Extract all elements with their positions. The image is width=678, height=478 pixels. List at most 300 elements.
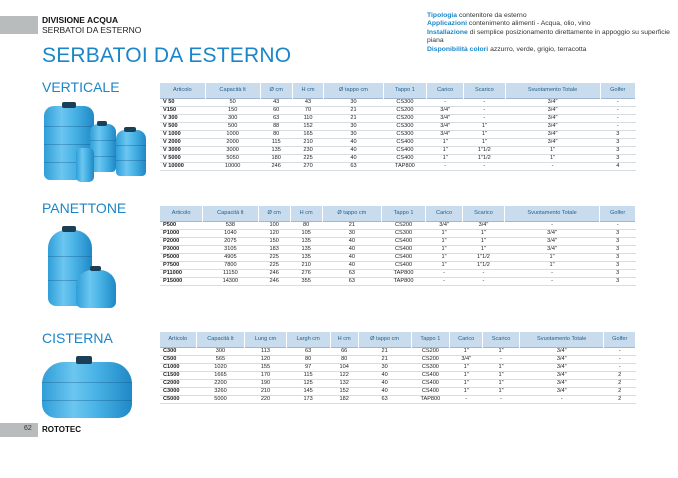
- table-row: [160, 98, 636, 106]
- table-cell: 1": [464, 130, 505, 138]
- table-cell: CS400: [383, 146, 427, 154]
- table-cell: 1"1/2: [463, 253, 505, 261]
- table-cell: CS400: [382, 253, 426, 261]
- article-code: V 5000: [160, 154, 205, 162]
- table-row: [160, 253, 636, 261]
- table-cell: 3/4": [450, 355, 483, 363]
- table-cell: 246: [260, 162, 292, 170]
- table-cell: 3/4": [505, 106, 600, 114]
- column-header: Golfer: [600, 83, 635, 98]
- header-color-bar: [0, 16, 38, 34]
- table-cell: 21: [358, 355, 411, 363]
- table-row: [160, 130, 636, 138]
- table-cell: 3/4": [505, 130, 600, 138]
- table-cell: 1"1/2: [463, 261, 505, 269]
- table-cell: 1020: [196, 363, 245, 371]
- table-cell: -: [464, 98, 505, 106]
- table-cell: 3/4": [427, 106, 464, 114]
- table-cell: 30: [322, 229, 382, 237]
- division-label: DIVISIONE ACQUA: [42, 15, 119, 25]
- table-cell: 63: [322, 269, 382, 277]
- table-cell: 3: [600, 146, 635, 154]
- table-cell: 3105: [203, 245, 258, 253]
- table-cell: 2: [604, 387, 636, 395]
- table-cell: 5050: [205, 154, 260, 162]
- table-cell: 132: [330, 379, 358, 387]
- table-cell: CS300: [383, 98, 427, 106]
- table-cell: 1": [464, 122, 505, 130]
- table-cell: 155: [245, 363, 286, 371]
- table-cell: -: [464, 162, 505, 170]
- article-code: C5000: [160, 395, 196, 403]
- table-cell: 100: [258, 221, 290, 229]
- table-cell: 40: [322, 253, 382, 261]
- table-cell: CS300: [411, 363, 450, 371]
- article-code: C1500: [160, 371, 196, 379]
- table-cell: CS200: [411, 347, 450, 355]
- table-cell: CS200: [383, 114, 427, 122]
- table-cell: CS200: [383, 106, 427, 114]
- table-cell: CS400: [383, 154, 427, 162]
- table-cell: 115: [260, 138, 292, 146]
- article-code: P1000: [160, 229, 203, 237]
- article-code: V150: [160, 106, 205, 114]
- table-cell: 105: [290, 229, 322, 237]
- table-cell: 2000: [205, 138, 260, 146]
- column-header: Tappo 1: [382, 206, 426, 221]
- table-cell: 4905: [203, 253, 258, 261]
- table-cell: TAP800: [383, 162, 427, 170]
- section-title-verticale: VERTICALE: [42, 79, 120, 95]
- column-header: Ø tappo cm: [322, 206, 382, 221]
- table-cell: 80: [330, 355, 358, 363]
- table-cell: 3/4": [425, 221, 462, 229]
- table-cell: 3/4": [463, 221, 505, 229]
- table-cell: 1": [427, 154, 464, 162]
- cisterna-tank-image: [38, 350, 138, 425]
- article-code: V 1000: [160, 130, 205, 138]
- table-cell: -: [600, 221, 636, 229]
- column-header: Articolo: [160, 332, 196, 347]
- table-row: [160, 114, 636, 122]
- table-cell: -: [604, 355, 636, 363]
- table-cell: 70: [292, 106, 324, 114]
- table-cell: 500: [205, 122, 260, 130]
- table-cell: 3/4": [519, 363, 604, 371]
- table-cell: 1": [483, 371, 520, 379]
- table-cell: 225: [258, 253, 290, 261]
- table-cell: 165: [292, 130, 324, 138]
- article-code: V 500: [160, 122, 205, 130]
- division-subtitle: SERBATOI DA ESTERNO: [42, 25, 142, 35]
- table-cell: 2: [604, 371, 636, 379]
- table-row: [160, 395, 636, 403]
- table-row: [160, 237, 636, 245]
- article-code: V 3000: [160, 146, 205, 154]
- table-cell: 230: [292, 146, 324, 154]
- section-title-cisterna: CISTERNA: [42, 330, 113, 346]
- verticale-tanks-image: [40, 100, 150, 185]
- table-cell: TAP800: [382, 277, 426, 285]
- table-cell: 43: [260, 98, 292, 106]
- table-cell: CS400: [411, 379, 450, 387]
- spec-line-applicazioni: Applicazioni contenimento alimenti - Acqua, olio, vino: [427, 20, 591, 28]
- table-cell: 1665: [196, 371, 245, 379]
- table-cell: 1"1/2: [464, 154, 505, 162]
- table-row: [160, 221, 636, 229]
- table-cell: 1": [464, 138, 505, 146]
- table-row: [160, 154, 636, 162]
- column-header: Carico: [427, 83, 464, 98]
- table-cell: 97: [286, 363, 330, 371]
- table-cell: 3/4": [505, 122, 600, 130]
- table-cell: 5000: [196, 395, 245, 403]
- table-cell: 150: [205, 106, 260, 114]
- table-cell: 43: [292, 98, 324, 106]
- table-panettone: [160, 206, 636, 286]
- table-cell: 225: [258, 261, 290, 269]
- table-cell: CS400: [382, 245, 426, 253]
- table-row: [160, 106, 636, 114]
- column-header: Tappo 1: [383, 83, 427, 98]
- table-cell: 60: [260, 106, 292, 114]
- table-row: [160, 363, 636, 371]
- table-cell: 145: [286, 387, 330, 395]
- table-cell: 3: [600, 253, 636, 261]
- table-cell: -: [464, 114, 505, 122]
- table-cell: 40: [324, 146, 383, 154]
- column-header: Svuotamento Totale: [504, 206, 600, 221]
- table-cell: 66: [330, 347, 358, 355]
- table-cell: 150: [258, 237, 290, 245]
- table-cell: 1": [450, 379, 483, 387]
- table-cell: 125: [286, 379, 330, 387]
- table-cell: 2075: [203, 237, 258, 245]
- table-cell: 120: [258, 229, 290, 237]
- table-cell: 1": [463, 229, 505, 237]
- table-cell: -: [600, 114, 635, 122]
- table-cell: 182: [330, 395, 358, 403]
- table-cell: 1040: [203, 229, 258, 237]
- table-cell: 246: [258, 277, 290, 285]
- table-cell: 1": [450, 363, 483, 371]
- table-cell: 3: [600, 277, 636, 285]
- table-cell: 3/4": [505, 138, 600, 146]
- article-code: P7500: [160, 261, 203, 269]
- table-cell: 180: [260, 154, 292, 162]
- table-cell: 1": [505, 154, 600, 162]
- table-cell: CS400: [382, 261, 426, 269]
- table-cell: 1": [425, 261, 462, 269]
- table-cell: 80: [286, 355, 330, 363]
- article-code: C500: [160, 355, 196, 363]
- column-header: Svuotamento Totale: [519, 332, 604, 347]
- table-cell: 50: [205, 98, 260, 106]
- table-cell: 183: [258, 245, 290, 253]
- table-cell: 11150: [203, 269, 258, 277]
- table-cell: CS300: [383, 130, 427, 138]
- table-cell: 3000: [205, 146, 260, 154]
- table-cell: 1": [450, 347, 483, 355]
- table-cell: 3/4": [505, 114, 600, 122]
- table-cell: 3: [600, 154, 635, 162]
- table-cell: 21: [324, 106, 383, 114]
- table-cell: 210: [290, 261, 322, 269]
- table-cell: 80: [290, 221, 322, 229]
- column-header: Scarico: [483, 332, 520, 347]
- table-cell: 135: [290, 237, 322, 245]
- table-cell: -: [425, 269, 462, 277]
- table-cell: 135: [260, 146, 292, 154]
- column-header: H cm: [290, 206, 322, 221]
- table-cell: 276: [290, 269, 322, 277]
- table-cell: 14300: [203, 277, 258, 285]
- table-cell: 3: [600, 237, 636, 245]
- table-cell: 538: [203, 221, 258, 229]
- table-cell: 135: [290, 253, 322, 261]
- table-cell: 225: [292, 154, 324, 162]
- table-cell: -: [504, 277, 600, 285]
- column-header: Ø cm: [258, 206, 290, 221]
- table-cell: -: [600, 98, 635, 106]
- article-code: P11000: [160, 269, 203, 277]
- column-header: Tappo 1: [411, 332, 450, 347]
- table-cell: 104: [330, 363, 358, 371]
- article-code: P5000: [160, 253, 203, 261]
- table-cell: 3/4": [519, 355, 604, 363]
- table-cell: -: [504, 221, 600, 229]
- table-row: [160, 162, 636, 170]
- table-row: [160, 277, 636, 285]
- table-cell: 1": [425, 245, 462, 253]
- table-row: [160, 122, 636, 130]
- table-cell: 30: [324, 122, 383, 130]
- footer-color-bar: [0, 423, 38, 437]
- table-cell: 40: [358, 387, 411, 395]
- article-code: C1000: [160, 363, 196, 371]
- table-cell: 40: [322, 237, 382, 245]
- table-cell: 3/4": [504, 237, 600, 245]
- table-row: [160, 138, 636, 146]
- table-cell: 1": [483, 363, 520, 371]
- table-cell: -: [519, 395, 604, 403]
- table-cell: 135: [290, 245, 322, 253]
- table-cell: 300: [205, 114, 260, 122]
- table-cell: -: [505, 162, 600, 170]
- table-cell: -: [425, 277, 462, 285]
- table-cell: 2: [604, 379, 636, 387]
- article-code: C3000: [160, 387, 196, 395]
- table-cell: -: [427, 98, 464, 106]
- column-header: Golfer: [600, 206, 636, 221]
- table-cell: 120: [245, 355, 286, 363]
- article-code: V 2000: [160, 138, 205, 146]
- table-cell: -: [427, 162, 464, 170]
- table-cell: 40: [358, 379, 411, 387]
- table-cell: 565: [196, 355, 245, 363]
- table-cell: 40: [324, 154, 383, 162]
- table-cell: 40: [322, 245, 382, 253]
- table-cell: 40: [358, 371, 411, 379]
- table-cell: 3: [600, 245, 636, 253]
- column-header: Scarico: [463, 206, 505, 221]
- table-cell: 152: [292, 122, 324, 130]
- table-cell: 1": [504, 261, 600, 269]
- table-cell: 7800: [203, 261, 258, 269]
- table-cell: 170: [245, 371, 286, 379]
- table-cell: 3: [600, 130, 635, 138]
- table-cell: 3/4": [519, 379, 604, 387]
- table-cell: 80: [260, 130, 292, 138]
- table-cell: 1": [483, 379, 520, 387]
- table-cell: CS400: [382, 237, 426, 245]
- table-cell: 10000: [205, 162, 260, 170]
- column-header: Articolo: [160, 83, 205, 98]
- table-cell: 3/4": [504, 229, 600, 237]
- table-cell: 3/4": [519, 371, 604, 379]
- specs-block: [427, 12, 672, 54]
- article-code: P15000: [160, 277, 203, 285]
- column-header: Carico: [450, 332, 483, 347]
- table-cell: 2: [604, 395, 636, 403]
- table-cell: 21: [358, 347, 411, 355]
- table-cell: 3/4": [519, 347, 604, 355]
- table-cell: 63: [260, 114, 292, 122]
- column-header: Capacità lt: [205, 83, 260, 98]
- table-cell: 3/4": [427, 114, 464, 122]
- table-cell: 113: [245, 347, 286, 355]
- table-cell: 1": [427, 138, 464, 146]
- table-cell: 1": [505, 146, 600, 154]
- table-cell: 1": [483, 347, 520, 355]
- table-cell: -: [483, 355, 520, 363]
- article-code: P500: [160, 221, 203, 229]
- table-cell: CS400: [383, 138, 427, 146]
- table-cell: 1": [425, 253, 462, 261]
- table-cell: 63: [322, 277, 382, 285]
- table-cell: 1000: [205, 130, 260, 138]
- table-cell: 63: [286, 347, 330, 355]
- table-cell: 190: [245, 379, 286, 387]
- table-cell: 3/4": [504, 245, 600, 253]
- article-code: C300: [160, 347, 196, 355]
- table-cell: 110: [292, 114, 324, 122]
- table-cell: -: [464, 106, 505, 114]
- column-header: H cm: [330, 332, 358, 347]
- table-cell: -: [604, 347, 636, 355]
- panettone-tanks-image: [40, 222, 120, 312]
- table-cell: 4: [600, 162, 635, 170]
- table-cell: 355: [290, 277, 322, 285]
- table-cell: 40: [324, 138, 383, 146]
- table-cell: 3/4": [427, 130, 464, 138]
- table-cell: 270: [292, 162, 324, 170]
- table-cell: 1": [483, 387, 520, 395]
- table-cell: 21: [324, 114, 383, 122]
- column-header: Largh cm: [286, 332, 330, 347]
- page-number: 62: [24, 425, 32, 432]
- table-cell: TAP800: [382, 269, 426, 277]
- table-cell: CS400: [411, 371, 450, 379]
- page-title: SERBATOI DA ESTERNO: [42, 44, 292, 67]
- column-header: Articolo: [160, 206, 203, 221]
- table-cell: 63: [358, 395, 411, 403]
- table-cell: 3: [600, 138, 635, 146]
- column-header: Ø tappo cm: [358, 332, 411, 347]
- table-cell: 3/4": [519, 387, 604, 395]
- table-cell: 30: [358, 363, 411, 371]
- column-header: Lung cm: [245, 332, 286, 347]
- table-cell: 210: [245, 387, 286, 395]
- table-cell: -: [483, 395, 520, 403]
- table-cell: CS400: [411, 387, 450, 395]
- spec-line-colori: Disponibilità colori azzurro, verde, grigio, terracotta: [427, 45, 587, 53]
- column-header: Golfer: [604, 332, 636, 347]
- table-row: [160, 387, 636, 395]
- footer-brand: ROTOTEC: [42, 425, 81, 434]
- table-cell: 300: [196, 347, 245, 355]
- article-code: C2000: [160, 379, 196, 387]
- table-cell: 152: [330, 387, 358, 395]
- column-header: Ø tappo cm: [324, 83, 383, 98]
- table-cell: 3: [600, 261, 636, 269]
- table-verticale: [160, 83, 636, 171]
- table-cell: 115: [286, 371, 330, 379]
- column-header: Scarico: [464, 83, 505, 98]
- column-header: Svuotamento Totale: [505, 83, 600, 98]
- table-row: [160, 245, 636, 253]
- table-cell: CS200: [382, 221, 426, 229]
- table-cell: -: [600, 106, 635, 114]
- column-header: H cm: [292, 83, 324, 98]
- table-cell: 246: [258, 269, 290, 277]
- spec-line-tipologia: Tipologia contenitore da esterno: [427, 12, 527, 19]
- article-code: V 50: [160, 98, 205, 106]
- article-code: P2000: [160, 237, 203, 245]
- article-code: V 10000: [160, 162, 205, 170]
- table-cell: CS300: [382, 229, 426, 237]
- table-cell: CS300: [383, 122, 427, 130]
- table-cell: 1": [425, 229, 462, 237]
- table-cell: 3260: [196, 387, 245, 395]
- table-cell: -: [600, 122, 635, 130]
- article-code: V 300: [160, 114, 205, 122]
- table-cell: 1": [504, 253, 600, 261]
- table-cell: 173: [286, 395, 330, 403]
- table-cell: 1": [450, 371, 483, 379]
- column-header: Capacità lt: [196, 332, 245, 347]
- table-cell: -: [450, 395, 483, 403]
- table-cell: -: [604, 363, 636, 371]
- table-cell: TAP800: [411, 395, 450, 403]
- table-cell: -: [504, 269, 600, 277]
- table-cell: 21: [322, 221, 382, 229]
- table-cell: 1"1/2: [464, 146, 505, 154]
- table-cell: 30: [324, 130, 383, 138]
- table-cell: 1": [425, 237, 462, 245]
- table-cell: 3: [600, 269, 636, 277]
- table-row: [160, 269, 636, 277]
- table-cell: 63: [324, 162, 383, 170]
- table-cell: CS200: [411, 355, 450, 363]
- table-cell: 88: [260, 122, 292, 130]
- table-cell: 3: [600, 229, 636, 237]
- table-cell: 122: [330, 371, 358, 379]
- table-cell: 1": [427, 146, 464, 154]
- table-cell: 1": [463, 237, 505, 245]
- table-cell: 1": [450, 387, 483, 395]
- article-code: P3000: [160, 245, 203, 253]
